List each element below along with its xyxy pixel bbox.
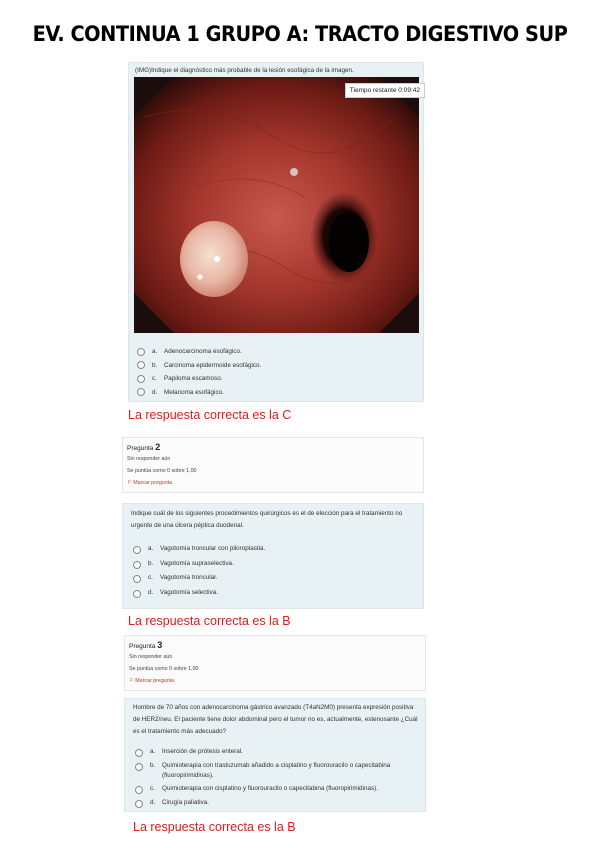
flag-question-link[interactable]: ⚐ Marcar pregunta	[129, 678, 175, 684]
radio-button[interactable]	[133, 561, 141, 569]
radio-button[interactable]	[135, 800, 143, 808]
question-3-header	[124, 635, 426, 691]
question-number: Pregunta 3	[129, 640, 163, 650]
answer-note-1: La respuesta correcta es la C	[128, 408, 292, 422]
radio-button[interactable]	[133, 546, 141, 554]
option-c[interactable]: c. Papiloma escamoso.	[137, 372, 261, 386]
endoscopy-image	[134, 77, 419, 333]
radio-button[interactable]	[137, 375, 145, 383]
option-d[interactable]: d. Melanoma esofágico.	[137, 386, 261, 400]
question-score: Se puntúa como 0 sobre 1,00	[127, 468, 197, 474]
question-status: Sin responder aún	[129, 654, 173, 660]
question-2-header	[122, 437, 424, 493]
option-b[interactable]: b. Vagotomía supraselectiva.	[133, 559, 234, 569]
radio-button[interactable]	[133, 590, 141, 598]
question-3-card	[124, 698, 426, 812]
question-status: Sin responder aún	[127, 456, 171, 462]
option-b[interactable]: b. Quimioterapia con trastuzumab añadido a cisplatino y fluorouracilo o capecitabina (fluoropirimidinas).	[135, 761, 405, 781]
question-2-card	[122, 503, 424, 609]
option-d[interactable]: d. Vagotomía selectiva.	[133, 588, 218, 598]
option-a[interactable]: a. Adenocarcinoma esofágico.	[137, 345, 261, 359]
option-a[interactable]: a. Vagotomía troncular con piloroplastia.	[133, 544, 265, 554]
question-1-card	[128, 62, 424, 402]
flag-question-link[interactable]: ⚐ Marcar pregunta	[127, 480, 173, 486]
option-b[interactable]: b. Carcinoma epidermoide esofágico.	[137, 359, 261, 373]
radio-button[interactable]	[135, 786, 143, 794]
radio-button[interactable]	[137, 388, 145, 396]
radio-button[interactable]	[135, 763, 143, 771]
option-d[interactable]: d. Cirugía paliativa.	[135, 798, 209, 808]
question-number: Pregunta 2	[127, 442, 161, 452]
question-1-prompt: (IMG)Indique el diagnóstico más probable de la lesión esofágica de la imagen.	[135, 67, 354, 74]
radio-button[interactable]	[133, 575, 141, 583]
flag-icon: ⚐	[129, 678, 134, 684]
option-c[interactable]: c. Quimioterapia con cisplatino y fluorouracilo o capecitabina (fluoropirimidinas).	[135, 784, 378, 794]
answer-note-2: La respuesta correcta es la B	[128, 614, 291, 628]
timer-badge: Tiempo restante 0:09:42	[345, 83, 425, 98]
option-a[interactable]: a. Inserción de prótesis enteral.	[135, 747, 243, 757]
question-1-options	[137, 345, 261, 399]
question-score: Se puntúa como 0 sobre 1,00	[129, 666, 199, 672]
flag-icon: ⚐	[127, 480, 132, 486]
question-3-text: Hombre de 70 años con adenocarcinoma gástrico avanzado (T4aN2M0) presenta expresión positiva de HER2/neu. El paciente tiene dolor abdominal pero el tumor no es, actualmente, estenosante ¿Cuál es el tratamiento más adecuado?	[133, 704, 418, 735]
page-title: EV. CONTINUA 1 GRUPO A: TRACTO DIGESTIVO SUP	[32, 22, 568, 46]
radio-button[interactable]	[135, 749, 143, 757]
option-c[interactable]: c. Vagotomía troncular.	[133, 573, 218, 583]
answer-note-3: La respuesta correcta es la B	[133, 820, 296, 834]
question-2-text: Indique cuál de los siguientes procedimientos quirúrgicos es el de elección para el tratamiento no urgente de una úlcera péptica duodenal.	[131, 510, 403, 529]
radio-button[interactable]	[137, 361, 145, 369]
radio-button[interactable]	[137, 348, 145, 356]
